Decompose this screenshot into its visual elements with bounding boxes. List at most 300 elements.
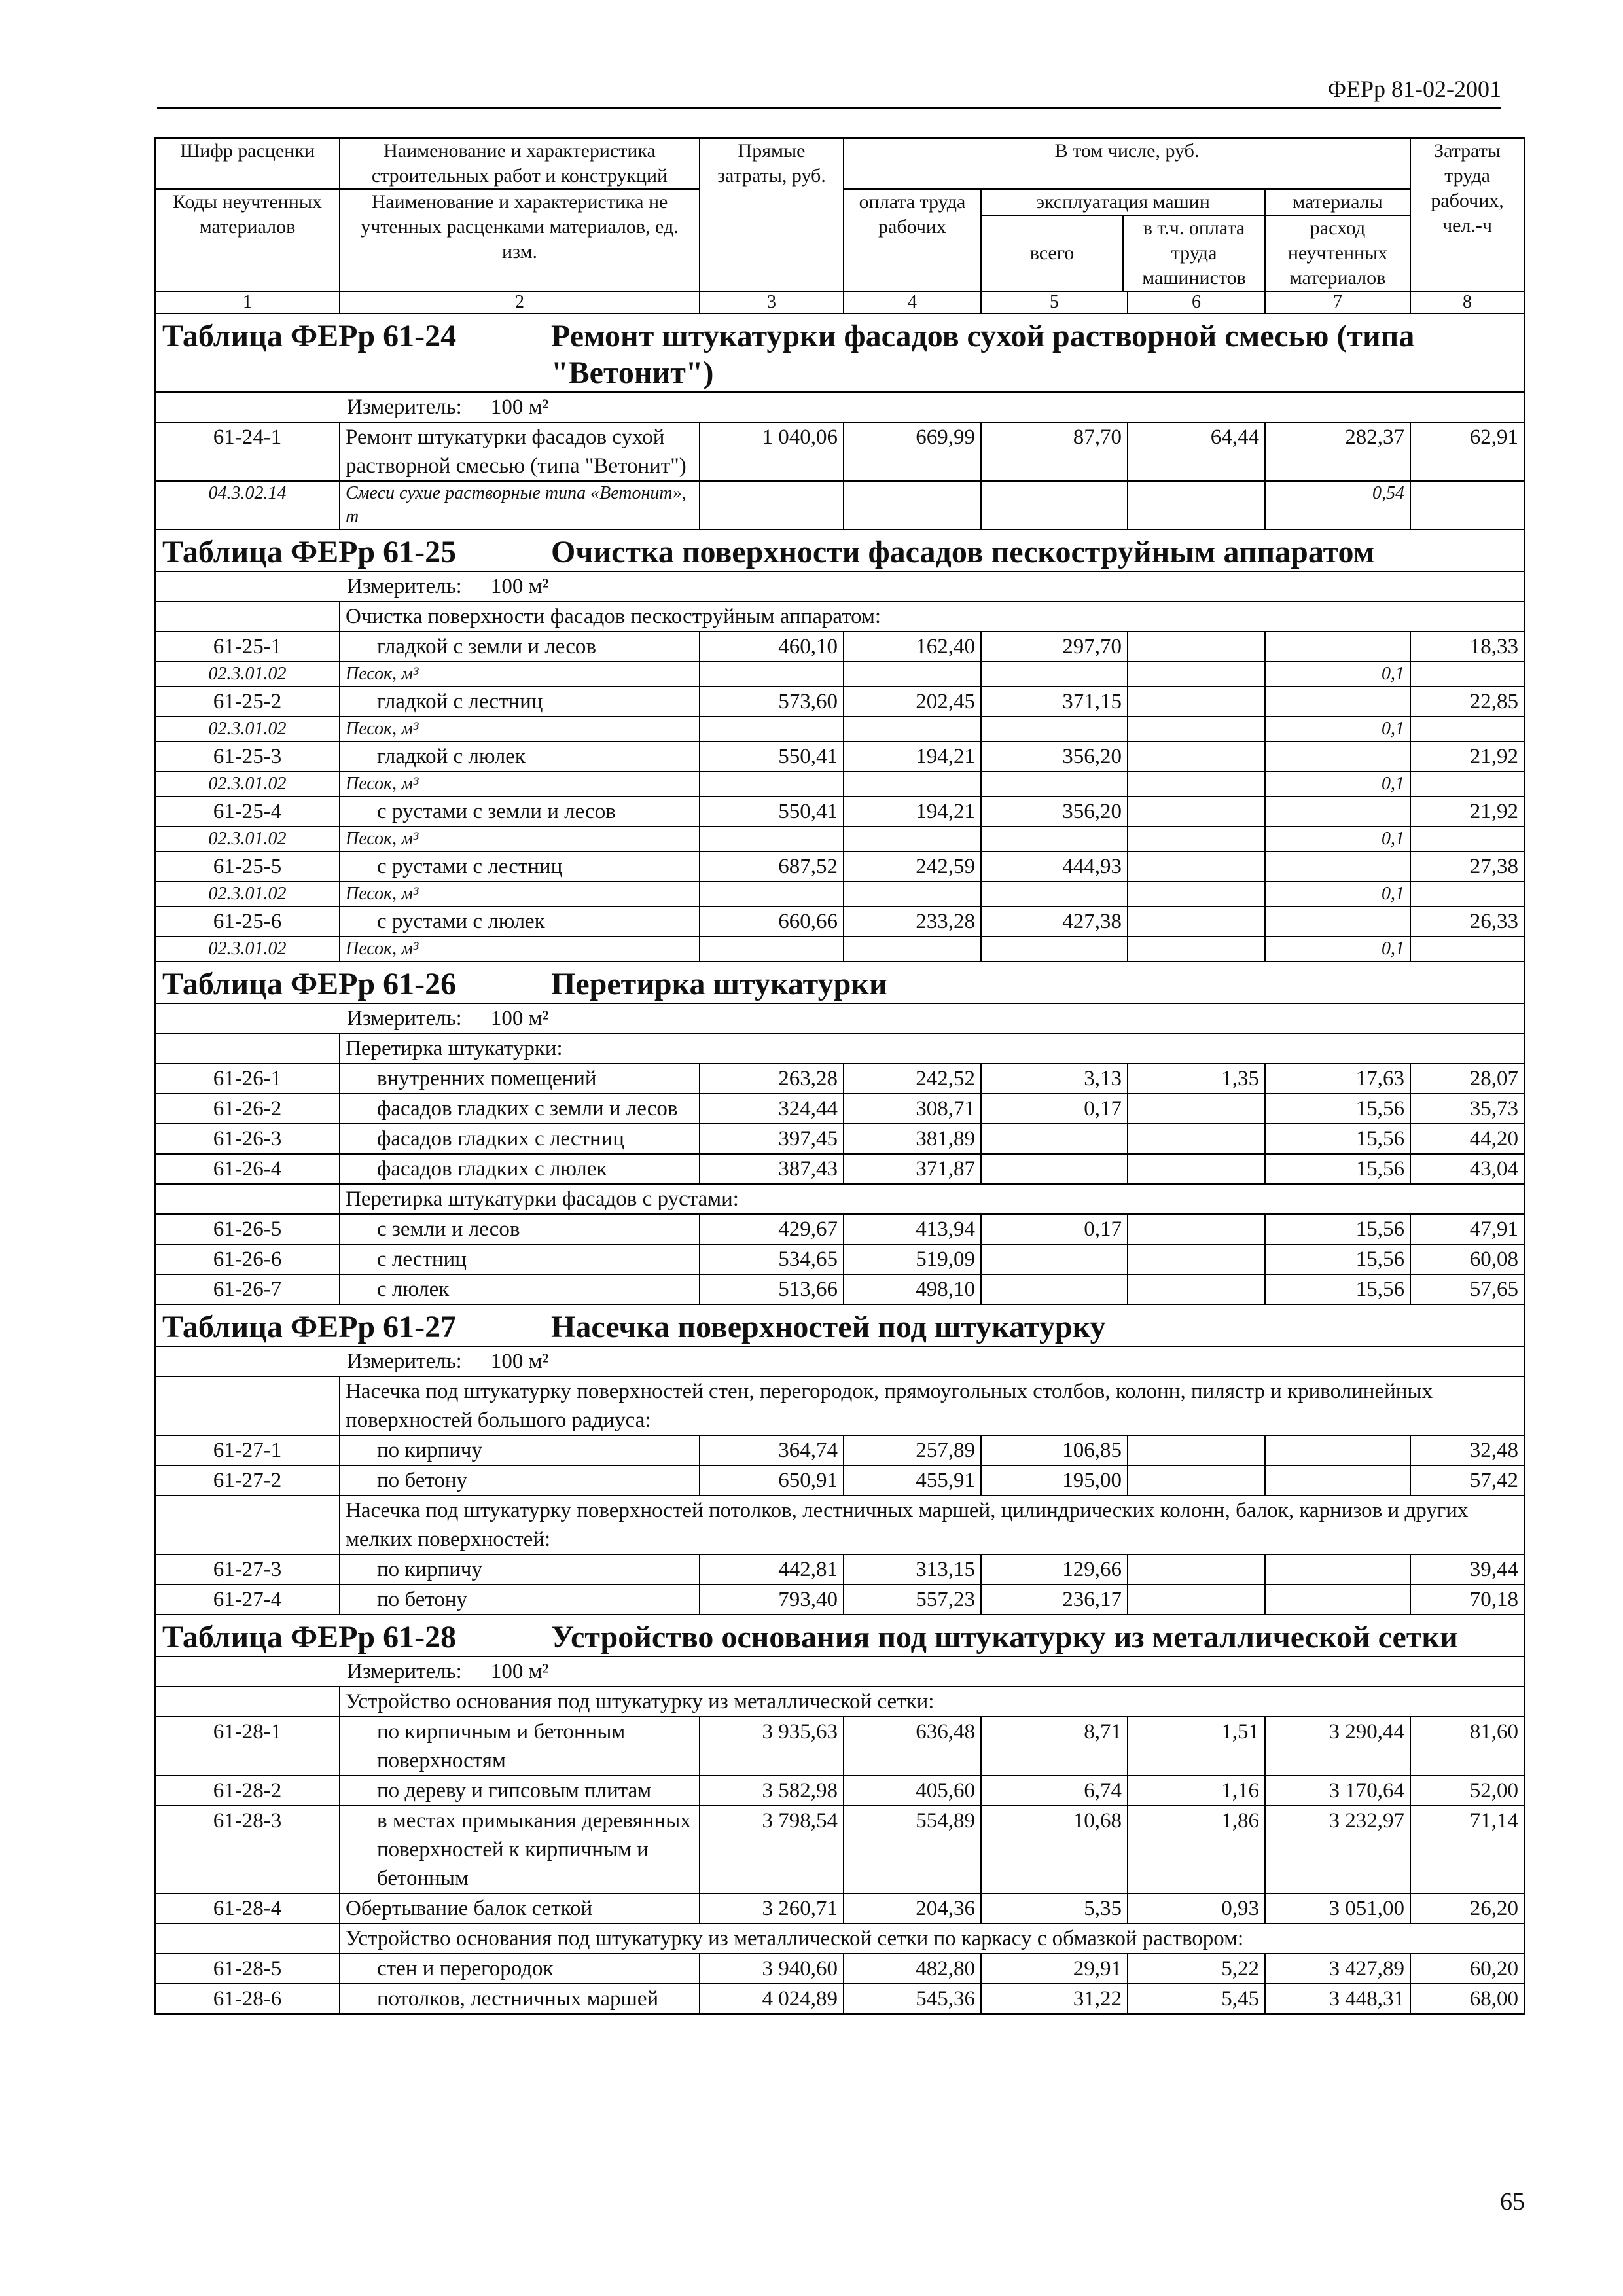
material-row [155, 717, 1524, 742]
rate-name: Обертывание балок сеткой [340, 1893, 700, 1924]
labor-pay: 313,15 [844, 1554, 981, 1585]
rate-code: 61-28-4 [155, 1893, 340, 1924]
col-num: 5 [981, 291, 1128, 314]
group-heading: Очистка поверхности фасадов пескоструйным аппаратом: [340, 601, 1524, 632]
table-row [155, 906, 1524, 937]
machines-incl [1128, 742, 1265, 772]
table-row [155, 1124, 1524, 1154]
col-num: 1 [155, 291, 340, 314]
machines-incl: 64,44 [1128, 422, 1265, 481]
table-row [155, 1094, 1524, 1124]
materials: 15,56 [1265, 1154, 1410, 1184]
direct-cost: 573,60 [700, 687, 844, 717]
table-row [155, 1435, 1524, 1465]
machines-total [981, 1124, 1128, 1154]
materials: 3 232,97 [1265, 1806, 1410, 1893]
rate-code: 61-27-4 [155, 1585, 340, 1615]
machines-total: 356,20 [981, 742, 1128, 772]
header-shifr: Шифр расценки [155, 138, 340, 189]
labor-pay: 308,71 [844, 1094, 981, 1124]
machines-incl: 5,22 [1128, 1954, 1265, 1984]
labor-pay: 242,59 [844, 852, 981, 882]
labor-hours: 18,33 [1410, 632, 1524, 662]
materials: 15,56 [1265, 1214, 1410, 1244]
labor-hours: 81,60 [1410, 1717, 1524, 1776]
rate-code: 61-27-1 [155, 1435, 340, 1465]
group-heading: Насечка под штукатурку поверхностей потолков, лестничных маршей, цилиндрических колонн, балок, карнизов и других мелких поверхностей: [340, 1496, 1524, 1554]
labor-hours: 57,42 [1410, 1465, 1524, 1496]
measure-label: Измеритель: [347, 575, 462, 598]
table-row [155, 852, 1524, 882]
direct-cost: 793,40 [700, 1585, 844, 1615]
direct-cost: 397,45 [700, 1124, 844, 1154]
table-row [155, 632, 1524, 662]
rate-name: стен и перегородок [340, 1954, 700, 1984]
machines-total: 0,17 [981, 1094, 1128, 1124]
header-labor-pay: оплата труда рабочих [844, 189, 981, 291]
materials: 3 290,44 [1265, 1717, 1410, 1776]
direct-cost: 650,91 [700, 1465, 844, 1496]
labor-hours: 35,73 [1410, 1094, 1524, 1124]
measure-label: Измеритель: [347, 1350, 462, 1373]
rates-table [154, 137, 1525, 2015]
table-row [155, 1776, 1524, 1806]
table-row [155, 1717, 1524, 1776]
direct-cost: 550,41 [700, 797, 844, 827]
measure-label: Измеритель: [347, 1007, 462, 1030]
table-row [155, 1806, 1524, 1893]
rate-name: с рустами с люлек [340, 906, 700, 937]
labor-hours: 32,48 [1410, 1435, 1524, 1465]
labor-hours: 21,92 [1410, 742, 1524, 772]
labor-pay: 202,45 [844, 687, 981, 717]
labor-hours: 21,92 [1410, 797, 1524, 827]
direct-cost: 3 582,98 [700, 1776, 844, 1806]
col-num: 4 [844, 291, 981, 314]
materials: 15,56 [1265, 1244, 1410, 1274]
rate-name: потолков, лестничных маршей [340, 1984, 700, 2014]
rate-name: по кирпичу [340, 1554, 700, 1585]
material-code: 02.3.01.02 [155, 937, 340, 961]
labor-pay: 519,09 [844, 1244, 981, 1274]
materials: 15,56 [1265, 1274, 1410, 1304]
labor-pay: 554,89 [844, 1806, 981, 1893]
machines-total: 29,91 [981, 1954, 1128, 1984]
direct-cost: 3 940,60 [700, 1954, 844, 1984]
machines-incl [1128, 1244, 1265, 1274]
column-numbers-row [155, 291, 1524, 314]
direct-cost: 324,44 [700, 1094, 844, 1124]
material-qty: 0,1 [1265, 937, 1410, 961]
machines-incl [1128, 1214, 1265, 1244]
header-materials-consumption: расход неучтенных материалов [1287, 217, 1388, 289]
table-row [155, 1244, 1524, 1274]
table-row [155, 1954, 1524, 1984]
machines-total: 8,71 [981, 1717, 1128, 1776]
machines-incl [1128, 687, 1265, 717]
machines-total: 297,70 [981, 632, 1128, 662]
measure-value: 100 м² [490, 1660, 549, 1683]
header-including: В том числе, руб. [844, 138, 1410, 189]
labor-pay: 413,94 [844, 1214, 981, 1244]
machines-total: 6,74 [981, 1776, 1128, 1806]
rate-code: 61-26-4 [155, 1154, 340, 1184]
machines-total: 236,17 [981, 1585, 1128, 1615]
rate-name: фасадов гладких с земли и лесов [340, 1094, 700, 1124]
direct-cost: 460,10 [700, 632, 844, 662]
rate-name: с рустами с земли и лесов [340, 797, 700, 827]
material-qty: 0,54 [1265, 481, 1410, 529]
table-title: Насечка поверхностей под штукатурку [551, 1310, 1106, 1344]
machines-incl [1128, 632, 1265, 662]
table-row [155, 1064, 1524, 1094]
rate-name: с рустами с лестниц [340, 852, 700, 882]
rate-code: 61-28-5 [155, 1954, 340, 1984]
table-label: Таблица ФЕРр 61-25 [162, 535, 457, 569]
direct-cost: 442,81 [700, 1554, 844, 1585]
rate-name: по бетону [340, 1585, 700, 1615]
machines-incl [1128, 1094, 1265, 1124]
header-name-bottom: Наименование и характеристика не учтенных расценками материалов, ед. изм. [340, 189, 700, 291]
table-label: Таблица ФЕРр 61-28 [162, 1620, 457, 1655]
machines-total: 427,38 [981, 906, 1128, 937]
rate-code: 61-25-1 [155, 632, 340, 662]
labor-hours: 62,91 [1410, 422, 1524, 481]
labor-hours: 70,18 [1410, 1585, 1524, 1615]
header-name-top: Наименование и характеристика строительных работ и конструкций [340, 138, 700, 189]
machines-incl [1128, 1465, 1265, 1496]
group-heading: Устройство основания под штукатурку из металлической сетки по каркасу с обмазкой раствором: [340, 1924, 1524, 1954]
labor-hours: 39,44 [1410, 1554, 1524, 1585]
direct-cost: 660,66 [700, 906, 844, 937]
labor-hours: 60,08 [1410, 1244, 1524, 1274]
rate-code: 61-26-5 [155, 1214, 340, 1244]
rate-code: 61-25-5 [155, 852, 340, 882]
material-name: Песок, м³ [340, 937, 700, 961]
materials [1265, 1554, 1410, 1585]
material-code: 02.3.01.02 [155, 662, 340, 687]
machines-incl [1128, 852, 1265, 882]
table-row [155, 1465, 1524, 1496]
rate-code: 61-25-2 [155, 687, 340, 717]
material-row [155, 772, 1524, 797]
materials: 15,56 [1265, 1094, 1410, 1124]
material-qty: 0,1 [1265, 882, 1410, 906]
machines-total: 31,22 [981, 1984, 1128, 2014]
rate-code: 61-28-3 [155, 1806, 340, 1893]
rate-code: 61-26-3 [155, 1124, 340, 1154]
material-name: Смеси сухие растворные типа «Ветонит», т [340, 481, 700, 529]
rate-name: по кирпичу [340, 1435, 700, 1465]
labor-pay: 371,87 [844, 1154, 981, 1184]
materials [1265, 852, 1410, 882]
material-code: 02.3.01.02 [155, 882, 340, 906]
rate-name: в местах примыкания деревянных поверхностей к кирпичным и бетонным [340, 1806, 700, 1893]
machines-total: 87,70 [981, 422, 1128, 481]
machines-total: 5,35 [981, 1893, 1128, 1924]
header-materials: материалы [1266, 190, 1410, 216]
measure-value: 100 м² [490, 575, 549, 598]
group-heading: Устройство основания под штукатурку из металлической сетки: [340, 1687, 1524, 1717]
material-row [155, 937, 1524, 961]
measure-value: 100 м² [490, 395, 549, 419]
group-heading: Перетирка штукатурки фасадов с рустами: [340, 1184, 1524, 1214]
rate-code: 61-27-2 [155, 1465, 340, 1496]
labor-pay: 455,91 [844, 1465, 981, 1496]
direct-cost: 687,52 [700, 852, 844, 882]
rate-name: по дереву и гипсовым плитам [340, 1776, 700, 1806]
group-heading: Перетирка штукатурки: [340, 1033, 1524, 1064]
machines-incl: 0,93 [1128, 1893, 1265, 1924]
rate-code: 61-28-1 [155, 1717, 340, 1776]
table-label: Таблица ФЕРр 61-27 [162, 1310, 457, 1344]
material-name: Песок, м³ [340, 882, 700, 906]
table-label: Таблица ФЕРр 61-24 [162, 319, 457, 353]
direct-cost: 3 260,71 [700, 1893, 844, 1924]
table-title-row [155, 529, 1524, 571]
direct-cost: 1 040,06 [700, 422, 844, 481]
group-heading: Насечка под штукатурку поверхностей стен, перегородок, прямоугольных столбов, колонн, пилястр и криволинейных поверхностей большого радиуса: [340, 1376, 1524, 1435]
labor-pay: 545,36 [844, 1984, 981, 2014]
direct-cost: 550,41 [700, 742, 844, 772]
table-title: Перетирка штукатурки [551, 967, 887, 1001]
rate-name: фасадов гладких с люлек [340, 1154, 700, 1184]
machines-total: 356,20 [981, 797, 1128, 827]
materials: 282,37 [1265, 422, 1410, 481]
col-num: 6 [1128, 291, 1265, 314]
rate-code: 61-25-3 [155, 742, 340, 772]
machines-incl [1128, 1124, 1265, 1154]
table-row [155, 1154, 1524, 1184]
machines-total: 371,15 [981, 687, 1128, 717]
rate-name: по бетону [340, 1465, 700, 1496]
materials [1265, 632, 1410, 662]
materials [1265, 687, 1410, 717]
machines-total: 10,68 [981, 1806, 1128, 1893]
machines-incl: 1,86 [1128, 1806, 1265, 1893]
materials: 3 427,89 [1265, 1954, 1410, 1984]
labor-pay: 257,89 [844, 1435, 981, 1465]
machines-total [981, 1274, 1128, 1304]
rate-name: с земли и лесов [340, 1214, 700, 1244]
rate-name: с люлек [340, 1274, 700, 1304]
table-title-row [155, 1615, 1524, 1657]
direct-cost: 387,43 [700, 1154, 844, 1184]
materials [1265, 742, 1410, 772]
measure-row [155, 571, 1524, 601]
table-title: Очистка поверхности фасадов пескоструйным аппаратом [551, 535, 1375, 569]
labor-pay: 405,60 [844, 1776, 981, 1806]
labor-hours: 26,20 [1410, 1893, 1524, 1924]
labor-pay: 204,36 [844, 1893, 981, 1924]
material-code: 02.3.01.02 [155, 772, 340, 797]
header-machines: эксплуатация машин [982, 190, 1264, 216]
table-title: Ремонт штукатурки фасадов сухой растворной смесью (типа "Ветонит") [551, 319, 1415, 390]
group-heading-row [155, 1496, 1524, 1554]
rate-code: 61-28-6 [155, 1984, 340, 2014]
table-title-row [155, 314, 1524, 392]
material-code: 04.3.02.14 [155, 481, 340, 529]
labor-hours: 22,85 [1410, 687, 1524, 717]
table-title-row [155, 1304, 1524, 1346]
header-machines-total: всего [982, 216, 1124, 291]
rate-name: с лестниц [340, 1244, 700, 1274]
labor-hours: 68,00 [1410, 1984, 1524, 2014]
rate-code: 61-26-6 [155, 1244, 340, 1274]
labor-pay: 482,80 [844, 1954, 981, 1984]
rate-code: 61-24-1 [155, 422, 340, 481]
rate-name: Ремонт штукатурки фасадов сухой растворной смесью (типа "Ветонит") [340, 422, 700, 481]
direct-cost: 364,74 [700, 1435, 844, 1465]
machines-incl: 1,16 [1128, 1776, 1265, 1806]
material-qty: 0,1 [1265, 662, 1410, 687]
material-name: Песок, м³ [340, 662, 700, 687]
direct-cost: 534,65 [700, 1244, 844, 1274]
material-qty: 0,1 [1265, 717, 1410, 742]
measure-value: 100 м² [490, 1007, 549, 1030]
measure-label: Измеритель: [347, 395, 462, 419]
measure-row [155, 392, 1524, 422]
col-num: 3 [700, 291, 844, 314]
material-qty: 0,1 [1265, 772, 1410, 797]
rate-code: 61-26-2 [155, 1094, 340, 1124]
direct-cost: 3 935,63 [700, 1717, 844, 1776]
direct-cost: 4 024,89 [700, 1984, 844, 2014]
machines-total: 106,85 [981, 1435, 1128, 1465]
material-code: 02.3.01.02 [155, 827, 340, 852]
table-row [155, 1214, 1524, 1244]
materials [1265, 906, 1410, 937]
labor-pay: 242,52 [844, 1064, 981, 1094]
machines-total: 3,13 [981, 1064, 1128, 1094]
col-num: 7 [1265, 291, 1410, 314]
labor-hours: 52,00 [1410, 1776, 1524, 1806]
table-row [155, 1585, 1524, 1615]
table-title-row [155, 961, 1524, 1003]
machines-total [981, 1154, 1128, 1184]
group-heading-row [155, 601, 1524, 632]
machines-total [981, 1244, 1128, 1274]
material-row [155, 662, 1524, 687]
materials: 3 170,64 [1265, 1776, 1410, 1806]
machines-incl: 1,35 [1128, 1064, 1265, 1094]
table-row [155, 797, 1524, 827]
table-title: Устройство основания под штукатурку из металлической сетки [551, 1620, 1458, 1655]
machines-total: 444,93 [981, 852, 1128, 882]
labor-hours: 47,91 [1410, 1214, 1524, 1244]
machines-incl [1128, 1435, 1265, 1465]
machines-incl [1128, 1554, 1265, 1585]
direct-cost: 3 798,54 [700, 1806, 844, 1893]
table-row [155, 1274, 1524, 1304]
rate-name: внутренних помещений [340, 1064, 700, 1094]
material-qty: 0,1 [1265, 827, 1410, 852]
rate-name: гладкой с лестниц [340, 687, 700, 717]
rate-code: 61-25-4 [155, 797, 340, 827]
machines-incl: 5,45 [1128, 1984, 1265, 2014]
table-row [155, 687, 1524, 717]
materials [1265, 1435, 1410, 1465]
labor-pay: 194,21 [844, 797, 981, 827]
machines-total: 129,66 [981, 1554, 1128, 1585]
table-row [155, 742, 1524, 772]
material-name: Песок, м³ [340, 827, 700, 852]
materials: 15,56 [1265, 1124, 1410, 1154]
material-code: 02.3.01.02 [155, 717, 340, 742]
table-row [155, 1554, 1524, 1585]
measure-row [155, 1657, 1524, 1687]
labor-pay: 381,89 [844, 1124, 981, 1154]
machines-incl [1128, 906, 1265, 937]
group-heading-row [155, 1376, 1524, 1435]
labor-pay: 194,21 [844, 742, 981, 772]
direct-cost: 513,66 [700, 1274, 844, 1304]
material-name: Песок, м³ [340, 772, 700, 797]
labor-hours: 43,04 [1410, 1154, 1524, 1184]
machines-incl: 1,51 [1128, 1717, 1265, 1776]
col-num: 2 [340, 291, 700, 314]
material-row [155, 827, 1524, 852]
group-heading-row [155, 1033, 1524, 1064]
rate-code: 61-26-1 [155, 1064, 340, 1094]
machines-incl [1128, 797, 1265, 827]
materials: 3 051,00 [1265, 1893, 1410, 1924]
measure-value: 100 м² [490, 1350, 549, 1373]
labor-hours: 44,20 [1410, 1124, 1524, 1154]
measure-row [155, 1346, 1524, 1376]
labor-pay: 233,28 [844, 906, 981, 937]
rate-name: фасадов гладких с лестниц [340, 1124, 700, 1154]
header-direct: Прямые затраты, руб. [700, 138, 844, 291]
labor-hours: 27,38 [1410, 852, 1524, 882]
table-row [155, 1893, 1524, 1924]
col-num: 8 [1410, 291, 1524, 314]
labor-pay: 636,48 [844, 1717, 981, 1776]
machines-total: 195,00 [981, 1465, 1128, 1496]
machines-total: 0,17 [981, 1214, 1128, 1244]
materials [1265, 797, 1410, 827]
group-heading-row [155, 1184, 1524, 1214]
labor-hours: 57,65 [1410, 1274, 1524, 1304]
labor-hours: 26,33 [1410, 906, 1524, 937]
table-row [155, 422, 1524, 481]
rate-name: гладкой с люлек [340, 742, 700, 772]
materials: 17,63 [1265, 1064, 1410, 1094]
table-row [155, 1984, 1524, 2014]
materials [1265, 1585, 1410, 1615]
machines-incl [1128, 1585, 1265, 1615]
labor-hours: 60,20 [1410, 1954, 1524, 1984]
machines-incl [1128, 1274, 1265, 1304]
labor-pay: 669,99 [844, 422, 981, 481]
group-heading-row [155, 1924, 1524, 1954]
document-code: ФЕРр 81-02-2001 [157, 73, 1501, 109]
material-row [155, 481, 1524, 529]
rate-code: 61-28-2 [155, 1776, 340, 1806]
labor-pay: 557,23 [844, 1585, 981, 1615]
labor-hours: 71,14 [1410, 1806, 1524, 1893]
direct-cost: 263,28 [700, 1064, 844, 1094]
rate-name: гладкой с земли и лесов [340, 632, 700, 662]
machines-incl [1128, 1154, 1265, 1184]
page-number: 65 [1500, 2188, 1525, 2215]
direct-cost: 429,67 [700, 1214, 844, 1244]
table-label: Таблица ФЕРр 61-26 [162, 967, 457, 1001]
group-heading-row [155, 1687, 1524, 1717]
labor-pay: 162,40 [844, 632, 981, 662]
labor-pay: 498,10 [844, 1274, 981, 1304]
header-codes: Коды неучтенных материалов [155, 189, 340, 291]
